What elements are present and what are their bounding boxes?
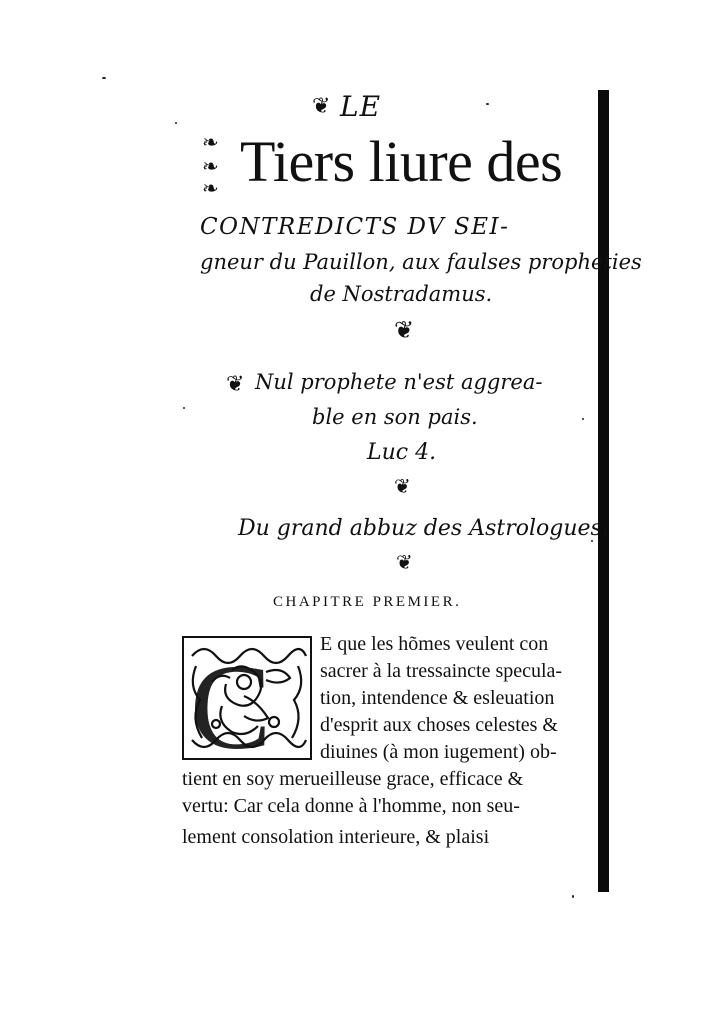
motto-line-2: ble en son pais. [312,405,478,429]
motto-line-1: Nul prophete n'est aggrea- [255,370,543,394]
section-heading: Du grand abbuz des Astrologues. [238,516,609,541]
ink-speck [175,122,177,124]
initial-letter: C [190,640,272,760]
ink-speck [486,103,489,105]
subtitle-line-2: gneur du Pauillon, aux faulses propheties [200,250,642,274]
fleuron-icon: ❧ [202,176,219,200]
body-line-7: vertu: Car cela donne à l'homme, non seu- [182,795,520,817]
body-line-8: lement consolation interieure, & plaisi [182,826,490,848]
body-line-1: E que les hõmes veulent con [320,633,549,655]
fleuron-icon: ❦ [394,474,411,498]
fleuron-icon: ❦ [226,372,245,397]
fleuron-icon: ❧ [202,130,219,154]
fleuron-icon: ❦ [394,316,415,344]
subtitle-line-1: CONTREDICTS DV SEI- [200,214,510,240]
body-line-6: tient en soy merueilleuse grace, efficace & [182,768,524,790]
fleuron-icon: ❦ [396,550,413,574]
decorated-initial-icon [182,636,312,760]
page-edge-rule [598,90,609,892]
body-line-5: diuines (à mon iugement) ob- [320,741,557,763]
subtitle-line-3: de Nostradamus. [310,282,493,306]
body-line-4: d'esprit aux choses celestes & [320,714,558,736]
ink-speck [183,407,185,409]
ink-speck [582,418,584,420]
fleuron-icon: ❧ [202,154,219,178]
fleuron-icon: ❦ [312,94,331,119]
ink-speck [102,77,106,79]
title-article: LE [340,90,382,123]
ink-speck [572,895,574,898]
scripture-reference: Luc 4. [367,440,437,465]
body-line-2: sacrer à la tressaincte specula- [320,660,563,682]
page-title: Tiers liure des [240,129,563,194]
chapter-title: CHAPITRE PREMIER. [273,594,462,610]
body-line-3: tion, intendence & esleuation [320,687,555,709]
